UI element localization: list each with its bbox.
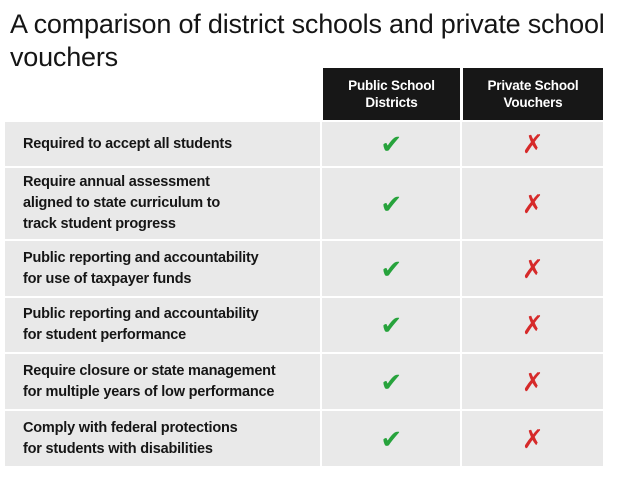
x-mark-icon: ✗ xyxy=(521,423,544,454)
checkmark-icon: ✔ xyxy=(380,423,403,454)
x-mark-icon: ✗ xyxy=(521,310,544,340)
private-cell xyxy=(460,411,603,466)
checkmark-icon: ✔ xyxy=(380,366,403,397)
comparison-table xyxy=(5,122,603,466)
public-cell xyxy=(320,354,461,409)
x-mark-icon: ✗ xyxy=(521,253,544,284)
private-cell xyxy=(460,298,603,352)
x-mark-icon: ✗ xyxy=(521,188,544,219)
table-row xyxy=(5,298,603,354)
table-row xyxy=(5,241,603,298)
table-row xyxy=(5,411,603,466)
public-cell xyxy=(320,411,461,466)
column-header-private-school-vouchers: Private School Vouchers xyxy=(463,68,603,120)
checkmark-icon: ✔ xyxy=(380,253,403,284)
public-cell xyxy=(320,241,461,296)
page-title: A comparison of district schools and private school vouchers xyxy=(10,9,605,72)
table-row xyxy=(5,168,603,241)
private-cell xyxy=(460,241,603,296)
x-mark-icon: ✗ xyxy=(521,129,544,159)
public-cell xyxy=(320,298,461,352)
row-label: Require closure or state management for multiple years of low performance xyxy=(23,362,276,400)
private-cell xyxy=(460,122,603,166)
table-row xyxy=(5,354,603,411)
private-cell xyxy=(460,168,603,239)
row-label: Comply with federal protections for students with disabilities xyxy=(23,419,238,457)
private-cell xyxy=(460,354,603,409)
row-label: Public reporting and accountability for student performance xyxy=(23,306,259,343)
public-cell xyxy=(320,122,461,166)
row-label: Public reporting and accountability for use of taxpayer funds xyxy=(23,249,259,287)
checkmark-icon: ✔ xyxy=(380,310,403,340)
row-label: Require annual assessment aligned to state curriculum to track student progress xyxy=(23,174,221,232)
x-mark-icon: ✗ xyxy=(521,366,544,397)
row-label: Required to accept all students xyxy=(23,135,232,152)
checkmark-icon: ✔ xyxy=(380,188,403,219)
checkmark-icon: ✔ xyxy=(380,129,403,159)
table-row xyxy=(5,122,603,168)
public-cell xyxy=(320,168,461,239)
column-header-public-school-districts: Public School Districts xyxy=(323,68,460,120)
